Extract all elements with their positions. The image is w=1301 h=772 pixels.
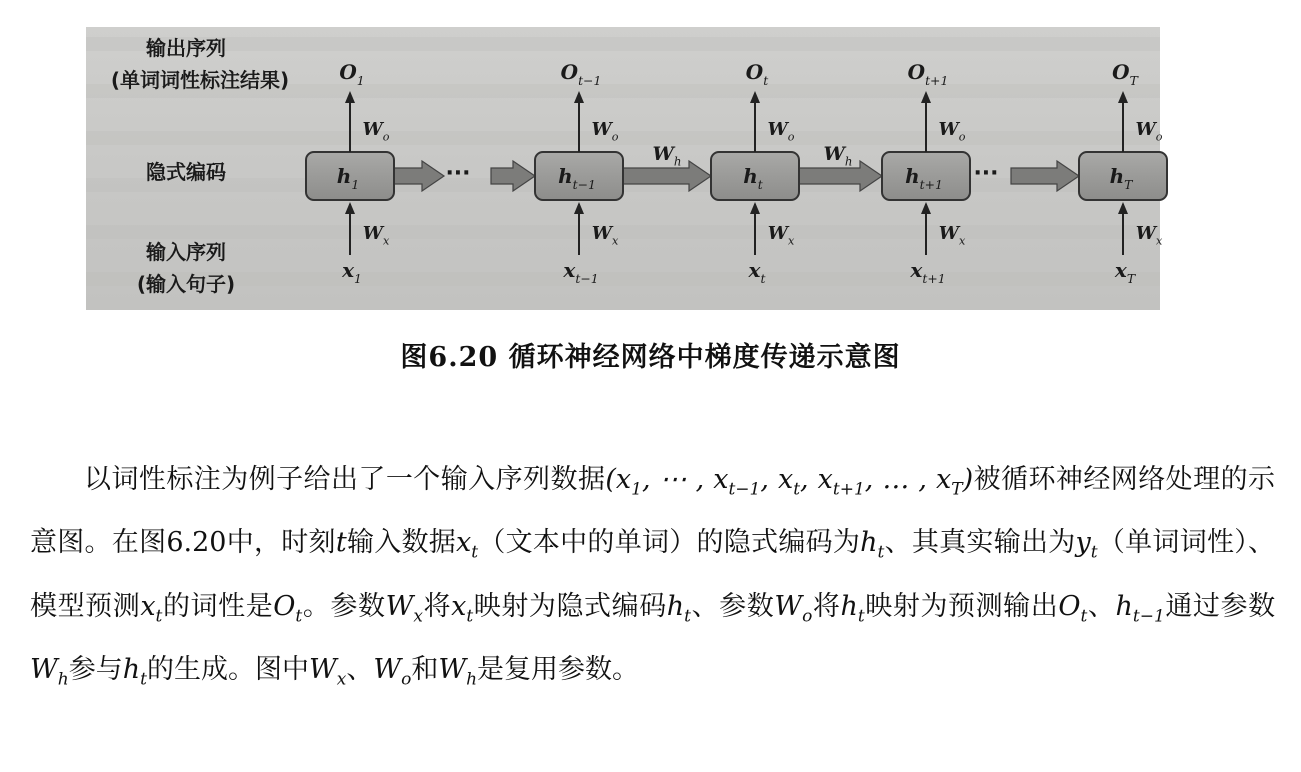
math-xt: $x_t$ <box>140 590 163 627</box>
math-xt: $x_t$ <box>451 590 474 627</box>
wx-label-4: $W_x$ <box>938 223 966 248</box>
input-arrowhead-3 <box>750 202 760 214</box>
math-wh: $W_h$ <box>438 654 478 690</box>
body-paragraph <box>30 453 1275 707</box>
output-label-4: $O_{t+1}$ <box>907 60 949 88</box>
wo-label-5: $W_o$ <box>1135 119 1163 144</box>
text-segment: 和 <box>411 654 439 686</box>
wo-label-4: $W_o$ <box>938 119 966 144</box>
math-wx: $W_x$ <box>385 590 423 627</box>
hidden-state-box-4 <box>882 152 970 200</box>
page-bleed-line <box>86 225 1160 239</box>
math-t: t <box>335 527 347 559</box>
math-wo: $W_o$ <box>774 590 813 627</box>
output-label-3: $O_t$ <box>745 60 769 88</box>
hidden-state-label-3: $h_t$ <box>743 164 763 192</box>
text-segment: 以词性标注为例子给出了一个输入序列数据 <box>84 464 606 495</box>
text-segment: 、其真实输出为 <box>884 527 1076 559</box>
label-output-seq-note: (单词词性标注结果) <box>110 68 290 92</box>
wh-label-1: $W_h$ <box>652 143 682 169</box>
text-segment: 的生成。图中 <box>146 654 309 686</box>
wo-label-1: $W_o$ <box>362 119 390 144</box>
text-segment: 映射为隐式编码 <box>473 590 667 622</box>
input-label-2: $x_{t-1}$ <box>563 258 599 286</box>
wh-label-2: $W_h$ <box>823 143 853 169</box>
text-segment: 、 <box>1087 590 1116 622</box>
figure-photo <box>86 27 1163 310</box>
figure-caption: 图6.20 循环神经网络中梯度传递示意图 <box>400 342 901 373</box>
text-segment: （单词词性）、模型预测 <box>30 527 1276 622</box>
output-label-5: $O_T$ <box>1112 60 1138 88</box>
input-arrowhead-1 <box>345 202 355 214</box>
hidden-state-label-5: $h_T$ <box>1109 164 1133 192</box>
page-bleed-line <box>86 37 1160 51</box>
text-segment: 、 <box>346 654 374 686</box>
text-segment: 输入数据 <box>346 527 457 559</box>
text-segment: 将 <box>812 590 841 622</box>
output-label-1: $O_1$ <box>339 60 365 88</box>
math-yt: $y_t$ <box>1075 527 1098 563</box>
math-ht-1: $h_{t-1}$ <box>1115 590 1165 627</box>
text-segment: 、参数 <box>691 590 775 622</box>
label-input-seq-note: (输入句子) <box>136 272 236 296</box>
input-label-3: $x_t$ <box>748 258 766 286</box>
text-segment: 将 <box>422 590 452 622</box>
math-ht: $h_t$ <box>122 654 147 690</box>
input-arrowhead-5 <box>1118 202 1128 214</box>
text-segment: 参与 <box>68 654 123 686</box>
wo-label-2: $W_o$ <box>591 119 619 144</box>
math-wh: $W_h$ <box>30 654 69 690</box>
label-output-seq: 输出序列 <box>146 36 226 60</box>
wo-label-3: $W_o$ <box>767 119 795 144</box>
input-arrowhead-2 <box>574 202 584 214</box>
math-ot: $O_t$ <box>273 590 303 627</box>
rnn-diagram <box>86 27 1163 310</box>
text-segment: 的词性是 <box>162 590 274 622</box>
hidden-state-label-4: $h_{t+1}$ <box>905 164 943 192</box>
output-label-2: $O_{t-1}$ <box>560 60 602 88</box>
math-wx: $W_x$ <box>308 654 347 690</box>
label-input-seq: 输入序列 <box>146 240 226 264</box>
text-segment: （文本中的单词）的隐式编码为 <box>478 527 861 559</box>
wx-label-5: $W_x$ <box>1135 223 1163 248</box>
math-ht: $h_t$ <box>666 590 692 627</box>
text-segment: 映射为预测输出 <box>864 590 1059 622</box>
input-label-4: $x_{t+1}$ <box>910 258 946 286</box>
wx-label-2: $W_x$ <box>591 223 619 248</box>
hidden-state-label-1: $h_1$ <box>336 164 360 192</box>
ellipsis-2: ··· <box>973 161 999 186</box>
page-bleed-line <box>86 272 1160 286</box>
page-bleed-line <box>86 131 1160 145</box>
input-sequence-math: ($x_1$, ⋯ , $x_{t-1}$, $x_t$, $x_{t+1}$, … , $x_T$) <box>605 464 974 500</box>
input-label-5: $x_T$ <box>1114 258 1136 286</box>
wx-label-1: $W_x$ <box>362 223 390 248</box>
hidden-state-label-2: $h_{t-1}$ <box>558 164 596 192</box>
text-segment: 通过参数 <box>1164 590 1276 622</box>
text-segment: 被循环神经网络处理的示意图。在图6.20中，时刻 <box>30 464 1276 559</box>
text-segment: 是复用参数。 <box>477 654 640 686</box>
hidden-state-box-2 <box>535 152 623 200</box>
math-ot: $O_t$ <box>1058 590 1088 627</box>
math-wo: $W_o$ <box>373 654 412 690</box>
input-label-1: $x_1$ <box>342 258 362 286</box>
math-ht: $h_t$ <box>860 527 885 563</box>
ellipsis-1: ··· <box>445 161 471 186</box>
label-hidden-code: 隐式编码 <box>146 160 226 184</box>
text-segment: 。参数 <box>302 590 386 622</box>
input-arrowhead-4 <box>921 202 931 214</box>
wx-label-3: $W_x$ <box>767 223 795 248</box>
math-xt: $x_t$ <box>456 527 479 563</box>
math-ht: $h_t$ <box>840 590 865 627</box>
